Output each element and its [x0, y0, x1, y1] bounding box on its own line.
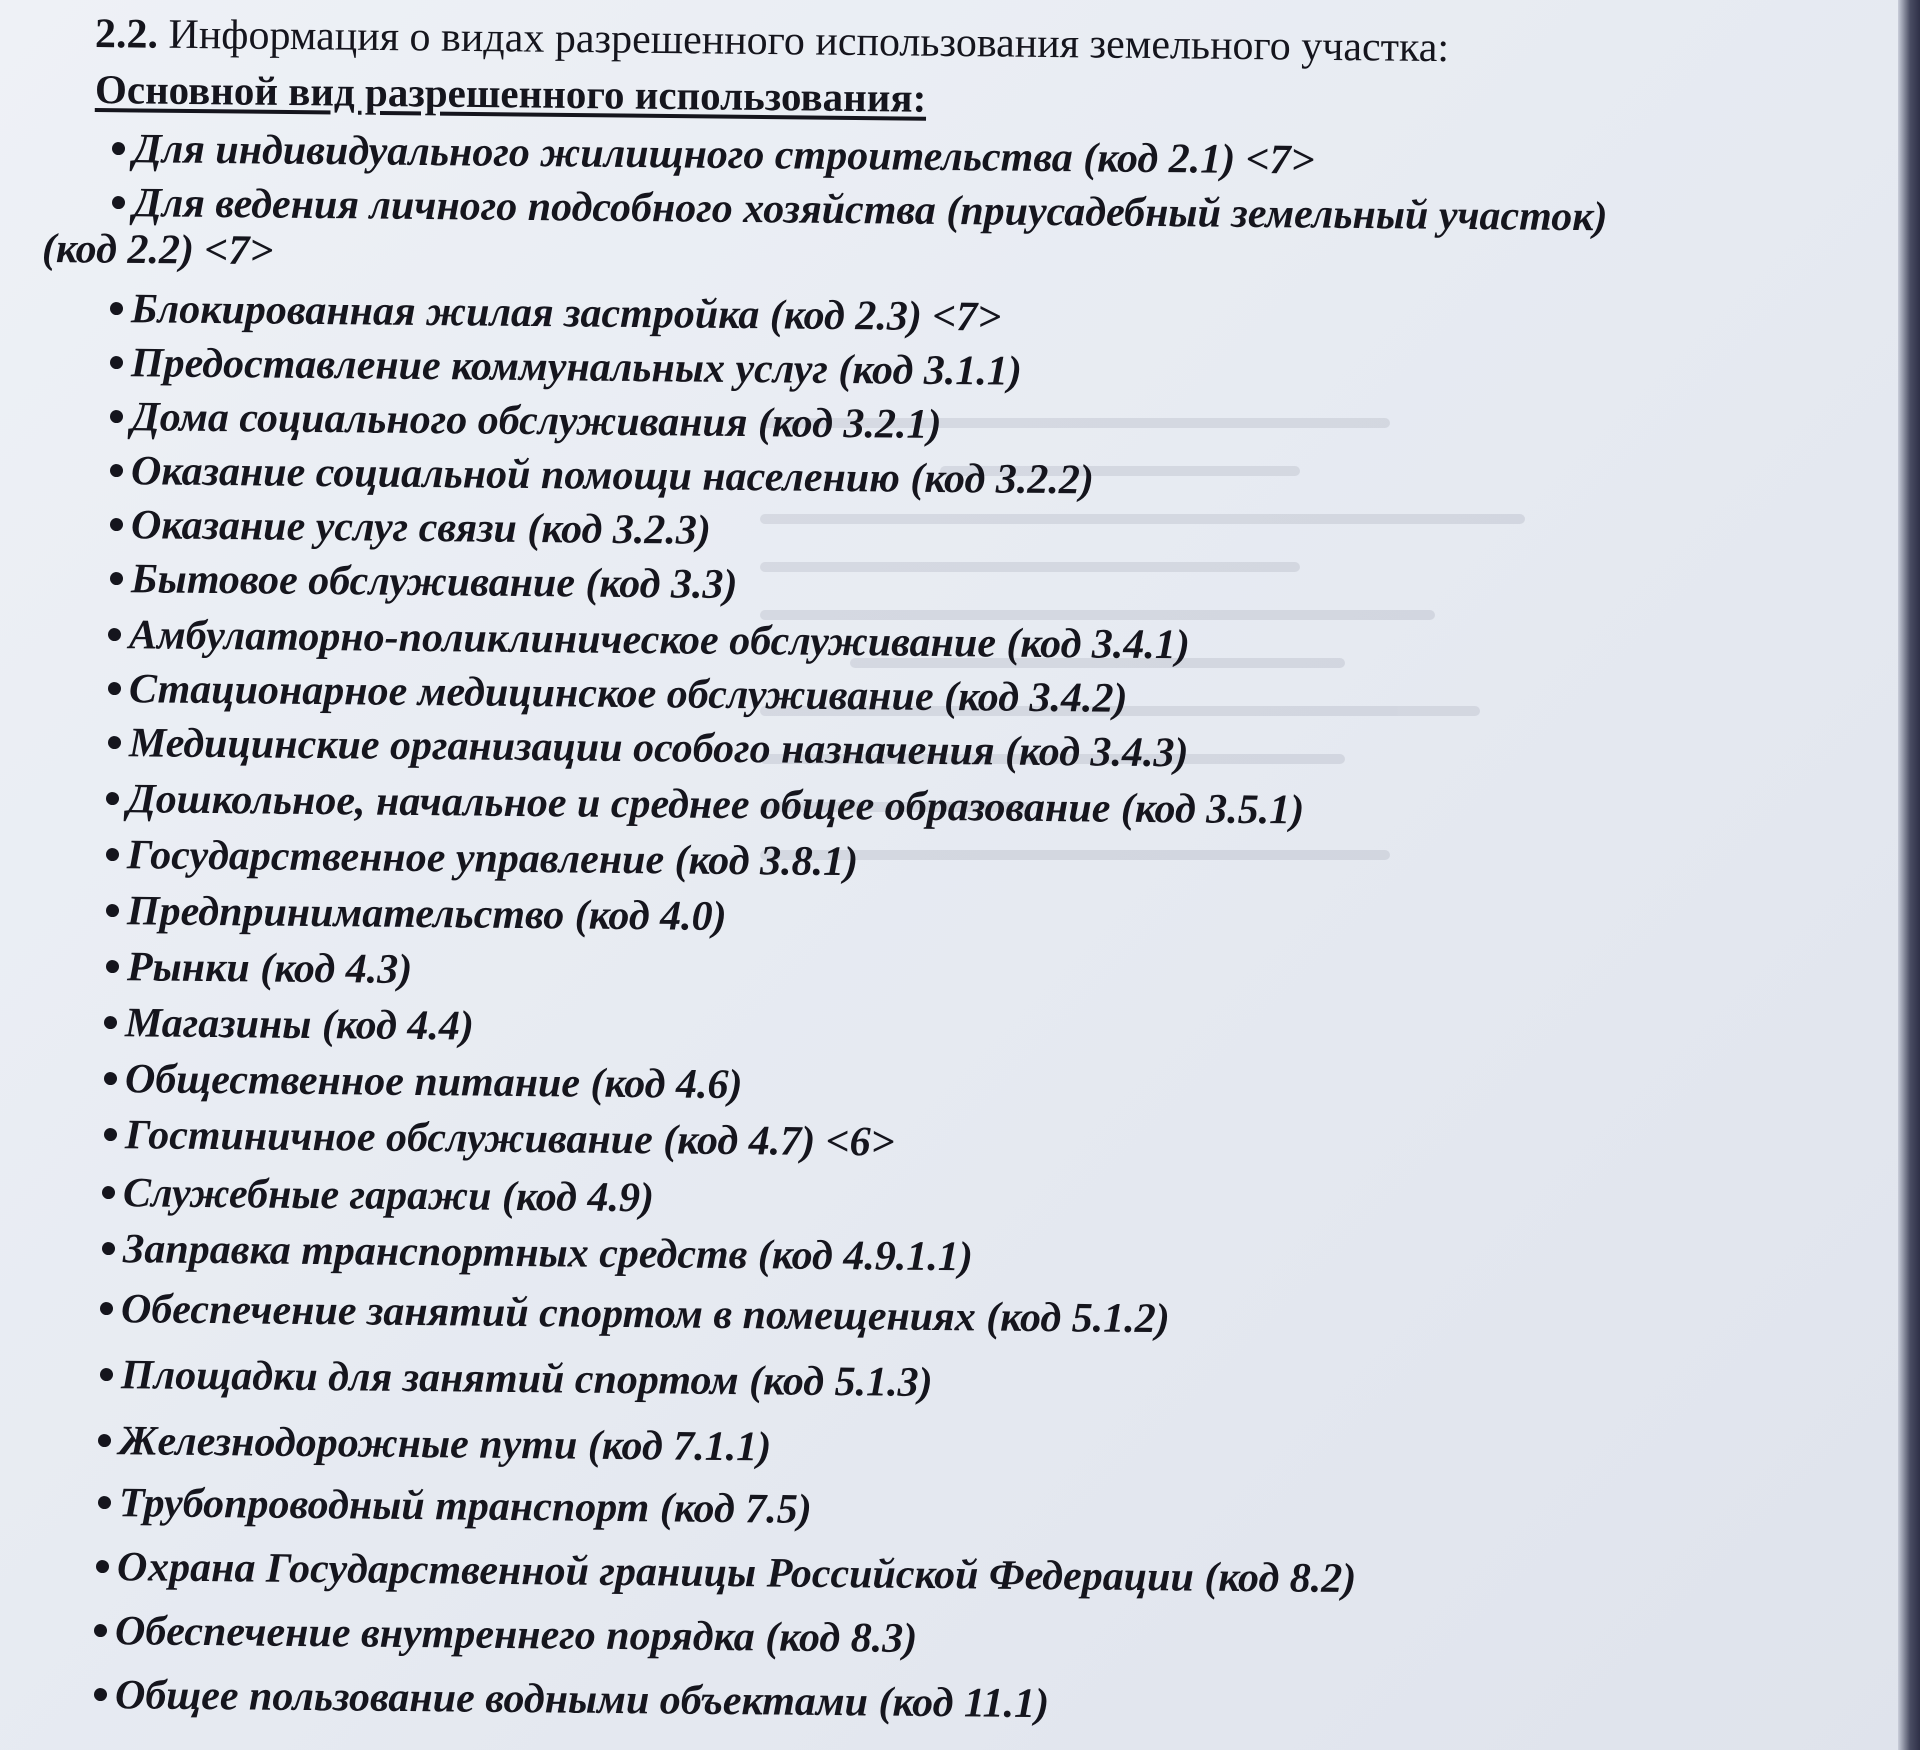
list-item-text: Предоставление коммунальных услуг (код 3.1.1)	[130, 340, 1023, 395]
bullet-icon	[106, 904, 119, 917]
list-item-text: Оказание услуг связи (код 3.2.3)	[130, 502, 712, 554]
list-item-text: Рынки (код 4.3)	[126, 944, 413, 993]
bullet-icon	[108, 628, 121, 641]
list-item	[106, 772, 1305, 838]
list-item	[110, 390, 942, 452]
main-use-subheading: Основной вид разрешенного использования:	[94, 66, 927, 121]
list-item-text: Бытовое обслуживание (код 3.3)	[130, 556, 738, 609]
list-item-text: Блокированная жилая застройка (код 2.3) <7>	[130, 286, 1002, 341]
bullet-icon	[94, 1688, 107, 1701]
list-item-text: Для индивидуального жилищного строительства (код 2.1) <7>	[132, 126, 1315, 184]
list-item	[98, 1414, 772, 1474]
list-item	[108, 662, 1128, 726]
bullet-icon	[104, 1016, 117, 1029]
list-item-text: Обеспечение внутреннего порядка (код 8.3)	[114, 1608, 918, 1662]
bullet-icon	[110, 518, 123, 531]
bullet-icon	[106, 848, 119, 861]
list-item-text: Оказание социальной помощи населению (код 3.2.2)	[130, 448, 1095, 504]
list-item	[100, 1282, 1170, 1346]
list-item	[104, 1052, 743, 1112]
bullet-icon	[110, 356, 123, 369]
list-item	[110, 444, 1094, 507]
list-item	[112, 176, 1608, 244]
list-item-text: Трубопроводный транспорт (код 7.5)	[118, 1480, 813, 1533]
list-item-text: Общественное питание (код 4.6)	[124, 1056, 743, 1109]
bullet-icon	[104, 1128, 117, 1141]
list-item-text: Магазины (код 4.4)	[124, 1000, 475, 1050]
list-item	[106, 884, 727, 944]
list-item	[110, 336, 1022, 399]
bullet-icon	[108, 736, 121, 749]
list-item-text: Государственное управление (код 3.8.1)	[126, 832, 859, 886]
list-item	[94, 1668, 1050, 1731]
bullet-icon	[96, 1560, 109, 1573]
list-item-text: Медицинские организации особого назначения (код 3.4.3)	[128, 720, 1189, 777]
list-item-text: Предпринимательство (код 4.0)	[126, 888, 727, 940]
bullet-icon	[102, 1186, 115, 1199]
section-title: Информация о видах разрешенного использования земельного участка:	[168, 11, 1450, 72]
list-item	[100, 1348, 933, 1410]
bullet-icon	[110, 572, 123, 585]
page-edge-shadow	[1898, 0, 1920, 1750]
list-item	[110, 552, 738, 612]
bullet-icon	[112, 196, 125, 209]
list-item-continuation: (код 2.2) <7>	[41, 226, 274, 275]
list-item-text: Гостиничное обслуживание (код 4.7) <6>	[124, 1112, 895, 1166]
bullet-icon	[98, 1434, 111, 1447]
section-number: 2.2.	[94, 11, 159, 58]
bullet-icon	[102, 1242, 115, 1255]
list-item	[98, 1476, 812, 1537]
bullet-icon	[94, 1624, 107, 1637]
bullet-icon	[110, 302, 123, 315]
list-item	[102, 1222, 973, 1284]
list-item-text: Дома социального обслуживания (код 3.2.1)	[130, 394, 942, 448]
bullet-icon	[104, 1072, 117, 1085]
list-item	[96, 1540, 1357, 1606]
list-item	[106, 940, 413, 997]
list-item	[104, 1108, 895, 1170]
list-item-text: Амбулаторно-поликлиническое обслуживание (код 3.4.1)	[128, 612, 1191, 669]
list-item-text: Площадки для занятий спортом (код 5.1.3)	[120, 1352, 933, 1406]
bullet-icon	[106, 792, 119, 805]
list-item	[102, 1166, 654, 1225]
list-item-text: Обеспечение занятий спортом в помещениях (код 5.1.2)	[120, 1286, 1170, 1343]
list-item-text: Охрана Государственной границы Российской Федерации (код 8.2)	[116, 1544, 1357, 1603]
list-item	[110, 498, 711, 558]
list-item-text: Стационарное медицинское обслуживание (код 3.4.2)	[128, 666, 1128, 722]
list-item-text: Дошкольное, начальное и среднее общее образование (код 3.5.1)	[126, 776, 1305, 834]
list-item-text: Железнодорожные пути (код 7.1.1)	[118, 1418, 772, 1471]
bullet-icon	[100, 1302, 113, 1315]
list-item	[110, 282, 1002, 345]
bullet-icon	[100, 1368, 113, 1381]
list-item	[104, 996, 474, 1054]
list-item	[106, 828, 859, 889]
bullet-icon	[112, 142, 125, 155]
list-item-text: Общее пользование водными объектами (код 11.1)	[114, 1672, 1050, 1728]
bullet-icon	[108, 682, 121, 695]
bullet-icon	[110, 410, 123, 423]
list-item	[94, 1604, 918, 1666]
list-item-text: Заправка транспортных средств (код 4.9.1.1)	[122, 1226, 974, 1281]
bullet-icon	[110, 464, 123, 477]
list-item-text: Для ведения личного подсобного хозяйства (приусадебный земельный участок)	[132, 180, 1608, 241]
list-item	[108, 716, 1189, 780]
bullet-icon	[106, 960, 119, 973]
bullet-icon	[98, 1496, 111, 1509]
list-item-text: Служебные гаражи (код 4.9)	[122, 1170, 655, 1222]
